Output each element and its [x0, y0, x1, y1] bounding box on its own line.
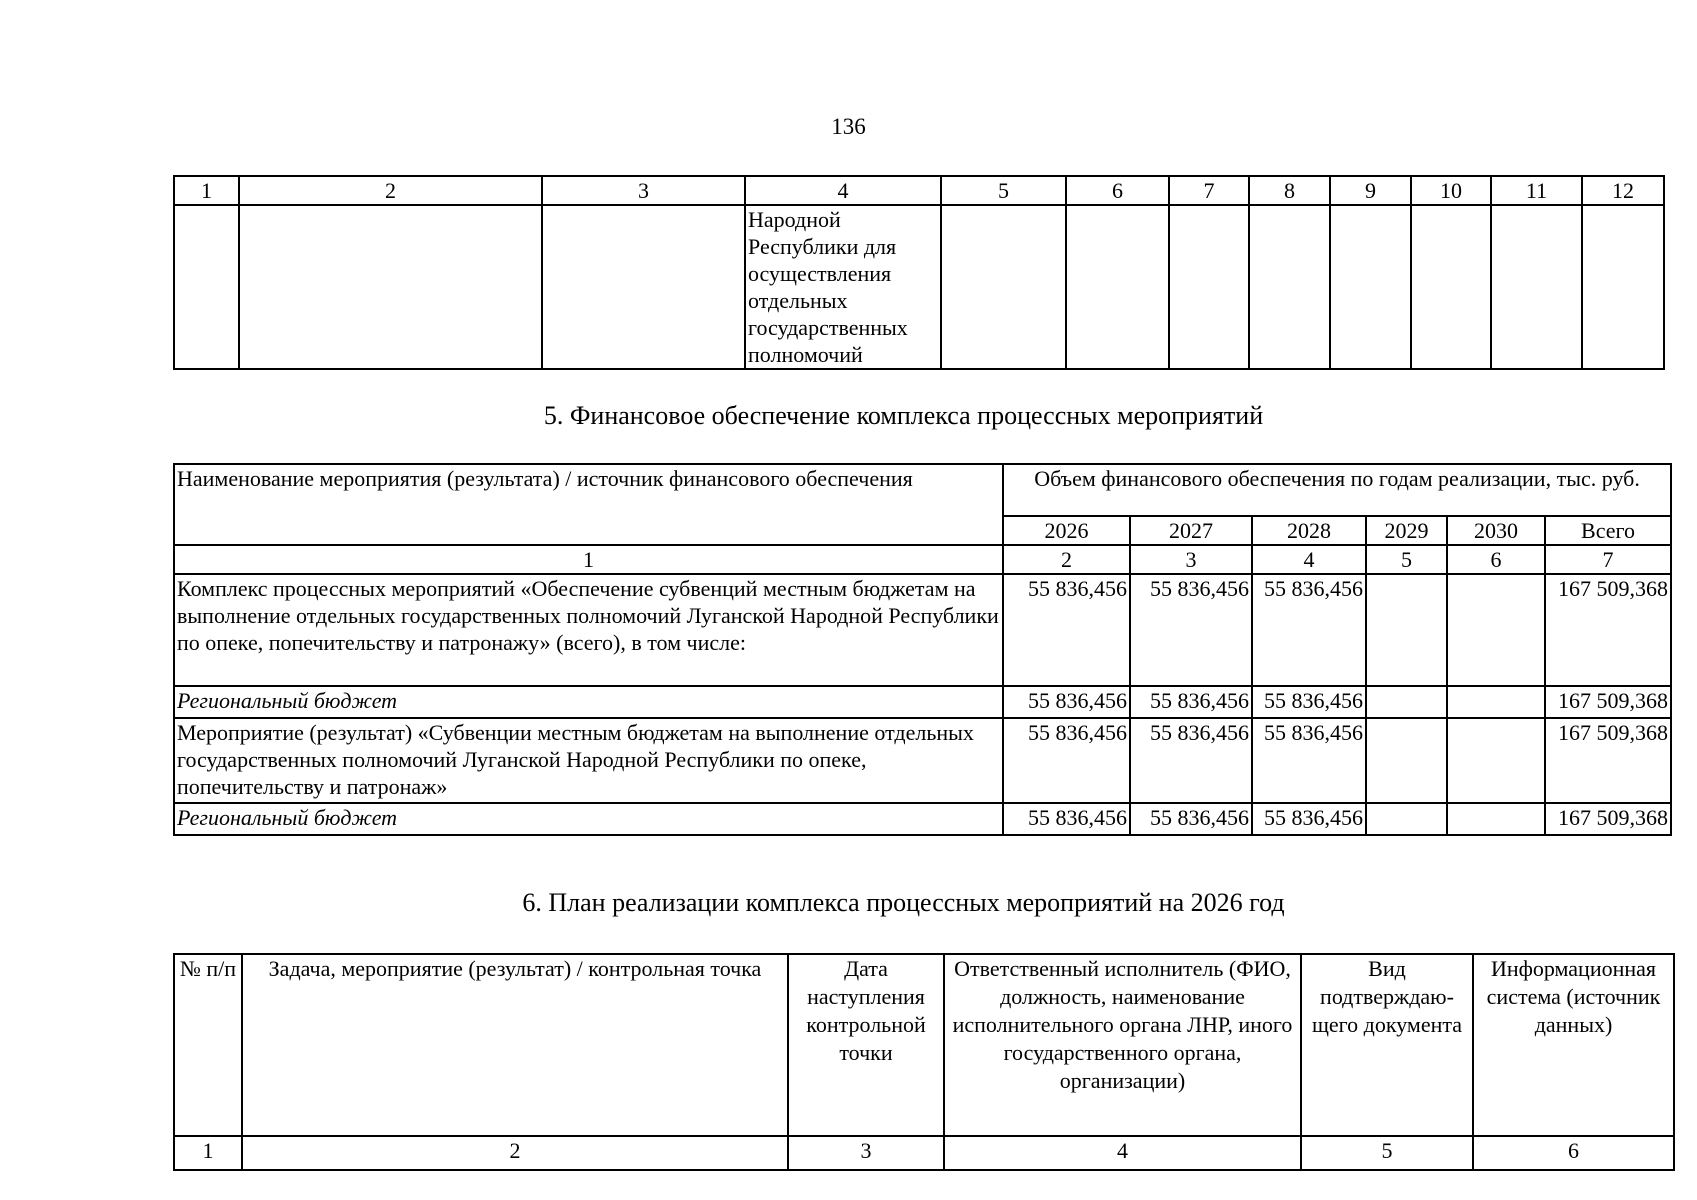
task-header: Задача, мероприятие (результат) / контрольная точка	[242, 954, 788, 1136]
plan-table	[173, 953, 1675, 1171]
value-2030	[1447, 803, 1545, 835]
table-cell-text: Народной Республики для осуществления отдельных государственных полномочий	[745, 205, 941, 369]
column-number: 4	[745, 176, 941, 205]
year-header: 2028	[1252, 516, 1366, 545]
value-2028: 55 836,456	[1252, 574, 1366, 686]
value-2028: 55 836,456	[1252, 803, 1366, 835]
date-header: Дата наступления контрольной точки	[788, 954, 944, 1136]
value-2029	[1366, 718, 1447, 803]
column-number: 5	[1301, 1136, 1473, 1170]
table-cell	[941, 205, 1066, 369]
value-2029	[1366, 574, 1447, 686]
year-header: 2026	[1003, 516, 1130, 545]
column-number: 1	[174, 545, 1003, 574]
value-total: 167 509,368	[1545, 803, 1671, 835]
table-cell	[174, 205, 239, 369]
column-number: 3	[542, 176, 745, 205]
table-cell	[1330, 205, 1411, 369]
value-2026: 55 836,456	[1003, 803, 1130, 835]
financing-table	[173, 463, 1672, 836]
value-2030	[1447, 574, 1545, 686]
value-total: 167 509,368	[1545, 718, 1671, 803]
column-number: 5	[941, 176, 1066, 205]
column-number: 4	[1252, 545, 1366, 574]
column-number-row	[174, 545, 1671, 574]
table-cell	[1066, 205, 1169, 369]
table-cell	[239, 205, 542, 369]
column-number: 2	[239, 176, 542, 205]
column-number: 11	[1491, 176, 1582, 205]
page-number: 136	[831, 114, 866, 139]
year-header: 2027	[1130, 516, 1252, 545]
table-row	[174, 686, 1671, 718]
volume-header: Объем финансового обеспечения по годам реализации, тыс. руб.	[1003, 464, 1671, 516]
header-row	[174, 464, 1671, 516]
total-header: Всего	[1545, 516, 1671, 545]
column-number: 5	[1366, 545, 1447, 574]
value-2026: 55 836,456	[1003, 574, 1130, 686]
column-number: 12	[1582, 176, 1664, 205]
value-total: 167 509,368	[1545, 686, 1671, 718]
column-number: 10	[1411, 176, 1491, 205]
table-row	[174, 205, 1664, 369]
year-header: 2029	[1366, 516, 1447, 545]
table-cell	[542, 205, 745, 369]
table-row	[174, 574, 1671, 686]
value-2029	[1366, 803, 1447, 835]
column-number: 7	[1169, 176, 1249, 205]
column-number: 6	[1473, 1136, 1674, 1170]
value-2028: 55 836,456	[1252, 718, 1366, 803]
column-number-row	[174, 176, 1664, 205]
column-number: 6	[1447, 545, 1545, 574]
table-row	[174, 718, 1671, 803]
column-number: 3	[1130, 545, 1252, 574]
column-number: 6	[1066, 176, 1169, 205]
section-6-title: 6. План реализации комплекса процессных мероприятий на 2026 год	[522, 888, 1285, 917]
column-number: 1	[174, 1136, 242, 1170]
continuation-table	[173, 175, 1665, 370]
column-number: 2	[1003, 545, 1130, 574]
value-2027: 55 836,456	[1130, 686, 1252, 718]
name-column-header: Наименование мероприятия (результата) / источник финансового обеспечения	[174, 464, 1003, 545]
row-name: Региональный бюджет	[174, 803, 1003, 835]
value-2030	[1447, 686, 1545, 718]
value-2029	[1366, 686, 1447, 718]
table-cell	[1582, 205, 1664, 369]
table-row	[174, 803, 1671, 835]
row-name: Мероприятие (результат) «Субвенции местным бюджетам на выполнение отдельных государственных полномочий Луганской Народной Республики по опеке, попечительству и патронаж»	[174, 718, 1003, 803]
responsible-header: Ответственный исполнитель (ФИО, должность, наименование исполнительного органа ЛНР, иного государственного органа, организации)	[944, 954, 1301, 1136]
table-cell	[1491, 205, 1582, 369]
value-2030	[1447, 718, 1545, 803]
column-number: 7	[1545, 545, 1671, 574]
value-2026: 55 836,456	[1003, 686, 1130, 718]
value-2026: 55 836,456	[1003, 718, 1130, 803]
value-2027: 55 836,456	[1130, 803, 1252, 835]
info-system-header: Информационная система (источник данных)	[1473, 954, 1674, 1136]
row-name: Региональный бюджет	[174, 686, 1003, 718]
column-number: 4	[944, 1136, 1301, 1170]
table-cell	[1411, 205, 1491, 369]
column-number: 1	[174, 176, 239, 205]
year-header: 2030	[1447, 516, 1545, 545]
header-row	[174, 954, 1674, 1136]
document-type-header: Вид подтверждаю-щего документа	[1301, 954, 1473, 1136]
value-2028: 55 836,456	[1252, 686, 1366, 718]
number-header: № п/п	[174, 954, 242, 1136]
value-total: 167 509,368	[1545, 574, 1671, 686]
column-number: 8	[1249, 176, 1330, 205]
column-number: 2	[242, 1136, 788, 1170]
column-number-row	[174, 1136, 1674, 1170]
value-2027: 55 836,456	[1130, 574, 1252, 686]
section-5-title: 5. Финансовое обеспечение комплекса процессных мероприятий	[543, 401, 1264, 430]
table-cell	[1249, 205, 1330, 369]
table-cell	[1169, 205, 1249, 369]
column-number: 9	[1330, 176, 1411, 205]
column-number: 3	[788, 1136, 944, 1170]
value-2027: 55 836,456	[1130, 718, 1252, 803]
row-name: Комплекс процессных мероприятий «Обеспечение субвенций местным бюджетам на выполнение отдельных государственных полномочий Луганской Народной Республики по опеке, попечительству и патронажу» (всего), в том числе:	[174, 574, 1003, 686]
